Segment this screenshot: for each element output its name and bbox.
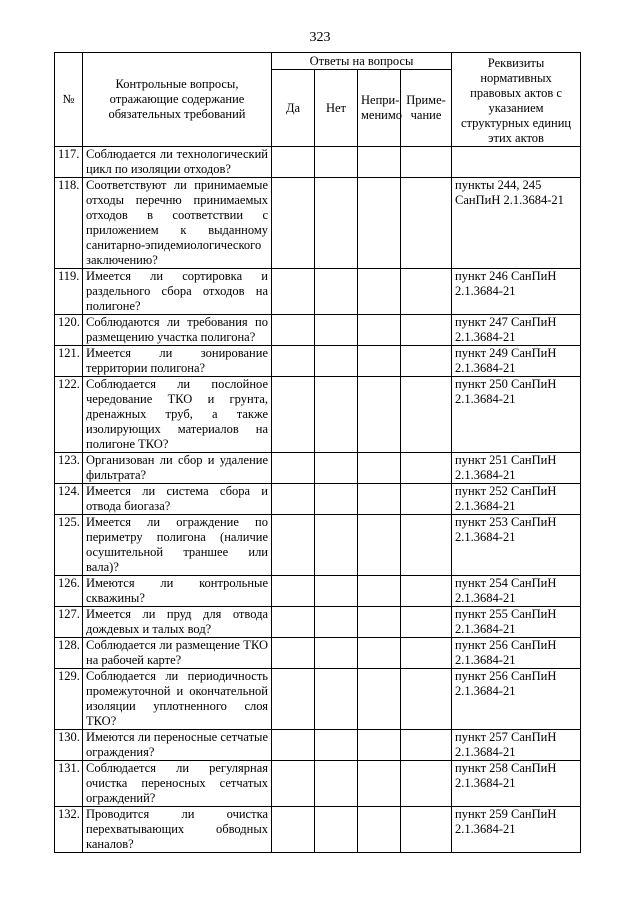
answer-yes-cell [272, 515, 315, 576]
row-number: 131. [55, 761, 83, 807]
table-row [55, 269, 581, 315]
answer-na-cell [358, 730, 401, 761]
answer-no-cell [315, 761, 358, 807]
answer-na-cell [358, 576, 401, 607]
row-number: 117. [55, 147, 83, 178]
row-requisites: пункт 253 СанПиН 2.1.3684-21 [452, 515, 581, 576]
row-number: 123. [55, 453, 83, 484]
table-row [55, 638, 581, 669]
row-requisites: пункт 247 СанПиН 2.1.3684-21 [452, 315, 581, 346]
row-requisites: пункт 258 СанПиН 2.1.3684-21 [452, 761, 581, 807]
row-number: 122. [55, 377, 83, 453]
row-requisites: пункт 255 СанПиН 2.1.3684-21 [452, 607, 581, 638]
answer-note-cell [401, 761, 452, 807]
row-requisites: пункты 244, 245 СанПиН 2.1.3684-21 [452, 178, 581, 269]
row-requisites: пункт 257 СанПиН 2.1.3684-21 [452, 730, 581, 761]
header-na: Непри-менимо [358, 70, 401, 147]
row-question: Имеется ли пруд для отвода дождевых и талых вод? [83, 607, 272, 638]
answer-na-cell [358, 453, 401, 484]
row-question: Соблюдается ли технологический цикл по изоляции отходов? [83, 147, 272, 178]
header-answers: Ответы на вопросы [272, 53, 452, 70]
row-question: Проводится ли очистка перехватывающих обводных каналов? [83, 807, 272, 853]
table-row [55, 147, 581, 178]
row-number: 124. [55, 484, 83, 515]
row-number: 118. [55, 178, 83, 269]
answer-no-cell [315, 147, 358, 178]
table-row [55, 315, 581, 346]
answer-na-cell [358, 178, 401, 269]
answer-note-cell [401, 484, 452, 515]
header-note: Приме-чание [401, 70, 452, 147]
table-row [55, 453, 581, 484]
answer-note-cell [401, 576, 452, 607]
answer-no-cell [315, 730, 358, 761]
row-requisites: пункт 259 СанПиН 2.1.3684-21 [452, 807, 581, 853]
row-number: 127. [55, 607, 83, 638]
row-question: Имеется ли система сбора и отвода биогаза? [83, 484, 272, 515]
row-requisites: пункт 256 СанПиН 2.1.3684-21 [452, 669, 581, 730]
answer-yes-cell [272, 178, 315, 269]
answer-na-cell [358, 669, 401, 730]
row-number: 121. [55, 346, 83, 377]
row-question: Соблюдается ли размещение ТКО на рабочей карте? [83, 638, 272, 669]
answer-no-cell [315, 607, 358, 638]
row-requisites: пункт 256 СанПиН 2.1.3684-21 [452, 638, 581, 669]
table-row [55, 377, 581, 453]
row-question: Имеется ли ограждение по периметру полигона (наличие осушительной траншее или вала)? [83, 515, 272, 576]
answer-note-cell [401, 315, 452, 346]
row-requisites: пункт 250 СанПиН 2.1.3684-21 [452, 377, 581, 453]
header-question: Контрольные вопросы, отражающие содержание обязательных требований [83, 53, 272, 147]
page-number: 323 [309, 30, 331, 45]
answer-yes-cell [272, 453, 315, 484]
table-row [55, 761, 581, 807]
answer-yes-cell [272, 147, 315, 178]
row-number: 119. [55, 269, 83, 315]
table-row [55, 730, 581, 761]
row-question: Имеется ли сортировка и раздельного сбора отходов на полигоне? [83, 269, 272, 315]
row-question: Соблюдается ли послойное чередование ТКО и грунта, дренажных труб, а также изолирующих материалов на полигоне ТКО? [83, 377, 272, 453]
answer-note-cell [401, 147, 452, 178]
answer-note-cell [401, 515, 452, 576]
answer-na-cell [358, 315, 401, 346]
answer-na-cell [358, 346, 401, 377]
answer-yes-cell [272, 669, 315, 730]
row-number: 130. [55, 730, 83, 761]
answer-note-cell [401, 730, 452, 761]
answer-no-cell [315, 576, 358, 607]
answer-na-cell [358, 761, 401, 807]
answer-no-cell [315, 346, 358, 377]
header-num: № [55, 53, 83, 147]
row-number: 126. [55, 576, 83, 607]
row-question: Соблюдаются ли требования по размещению участка полигона? [83, 315, 272, 346]
row-number: 120. [55, 315, 83, 346]
answer-note-cell [401, 453, 452, 484]
answer-na-cell [358, 484, 401, 515]
answer-note-cell [401, 377, 452, 453]
answer-yes-cell [272, 269, 315, 315]
answer-no-cell [315, 178, 358, 269]
answer-yes-cell [272, 576, 315, 607]
answer-na-cell [358, 269, 401, 315]
row-requisites [452, 147, 581, 178]
answer-note-cell [401, 269, 452, 315]
header-requisites: Реквизиты нормативных правовых актов с указанием структурных единиц этих актов [452, 53, 581, 147]
answer-na-cell [358, 515, 401, 576]
answer-note-cell [401, 669, 452, 730]
row-number: 132. [55, 807, 83, 853]
answer-na-cell [358, 147, 401, 178]
row-question: Организован ли сбор и удаление фильтрата? [83, 453, 272, 484]
answer-note-cell [401, 807, 452, 853]
answer-note-cell [401, 607, 452, 638]
row-number: 129. [55, 669, 83, 730]
row-question: Имеются ли переносные сетчатые ограждения? [83, 730, 272, 761]
answer-no-cell [315, 669, 358, 730]
answer-no-cell [315, 453, 358, 484]
answer-na-cell [358, 807, 401, 853]
answer-note-cell [401, 178, 452, 269]
row-number: 125. [55, 515, 83, 576]
answer-yes-cell [272, 807, 315, 853]
checklist-table [54, 52, 581, 853]
answer-no-cell [315, 484, 358, 515]
table-row [55, 576, 581, 607]
row-requisites: пункт 254 СанПиН 2.1.3684-21 [452, 576, 581, 607]
table-row [55, 484, 581, 515]
answer-no-cell [315, 269, 358, 315]
row-requisites: пункт 251 СанПиН 2.1.3684-21 [452, 453, 581, 484]
answer-yes-cell [272, 377, 315, 453]
answer-na-cell [358, 607, 401, 638]
answer-no-cell [315, 377, 358, 453]
answer-yes-cell [272, 346, 315, 377]
answer-yes-cell [272, 607, 315, 638]
answer-yes-cell [272, 761, 315, 807]
row-question: Имеется ли зонирование территории полигона? [83, 346, 272, 377]
table-row [55, 346, 581, 377]
answer-no-cell [315, 807, 358, 853]
row-question: Соблюдается ли регулярная очистка переносных сетчатых ограждений? [83, 761, 272, 807]
answer-no-cell [315, 315, 358, 346]
row-requisites: пункт 246 СанПиН 2.1.3684-21 [452, 269, 581, 315]
answer-note-cell [401, 638, 452, 669]
answer-no-cell [315, 638, 358, 669]
row-number: 128. [55, 638, 83, 669]
table-row [55, 807, 581, 853]
row-question: Соблюдается ли периодичность промежуточной и окончательной изоляции уплотненного слоя ТКО? [83, 669, 272, 730]
answer-yes-cell [272, 730, 315, 761]
header-no: Нет [315, 70, 358, 147]
answer-yes-cell [272, 315, 315, 346]
row-question: Имеются ли контрольные скважины? [83, 576, 272, 607]
row-requisites: пункт 249 СанПиН 2.1.3684-21 [452, 346, 581, 377]
table-row [55, 178, 581, 269]
answer-yes-cell [272, 484, 315, 515]
row-requisites: пункт 252 СанПиН 2.1.3684-21 [452, 484, 581, 515]
answer-note-cell [401, 346, 452, 377]
answer-no-cell [315, 515, 358, 576]
table-row [55, 515, 581, 576]
table-row [55, 669, 581, 730]
header-yes: Да [272, 70, 315, 147]
answer-na-cell [358, 638, 401, 669]
table-row [55, 607, 581, 638]
row-question: Соответствуют ли принимаемые отходы перечню принимаемых отходов в соответствии с приложением к выданному санитарно-эпидемиологического заключению? [83, 178, 272, 269]
answer-yes-cell [272, 638, 315, 669]
answer-na-cell [358, 377, 401, 453]
